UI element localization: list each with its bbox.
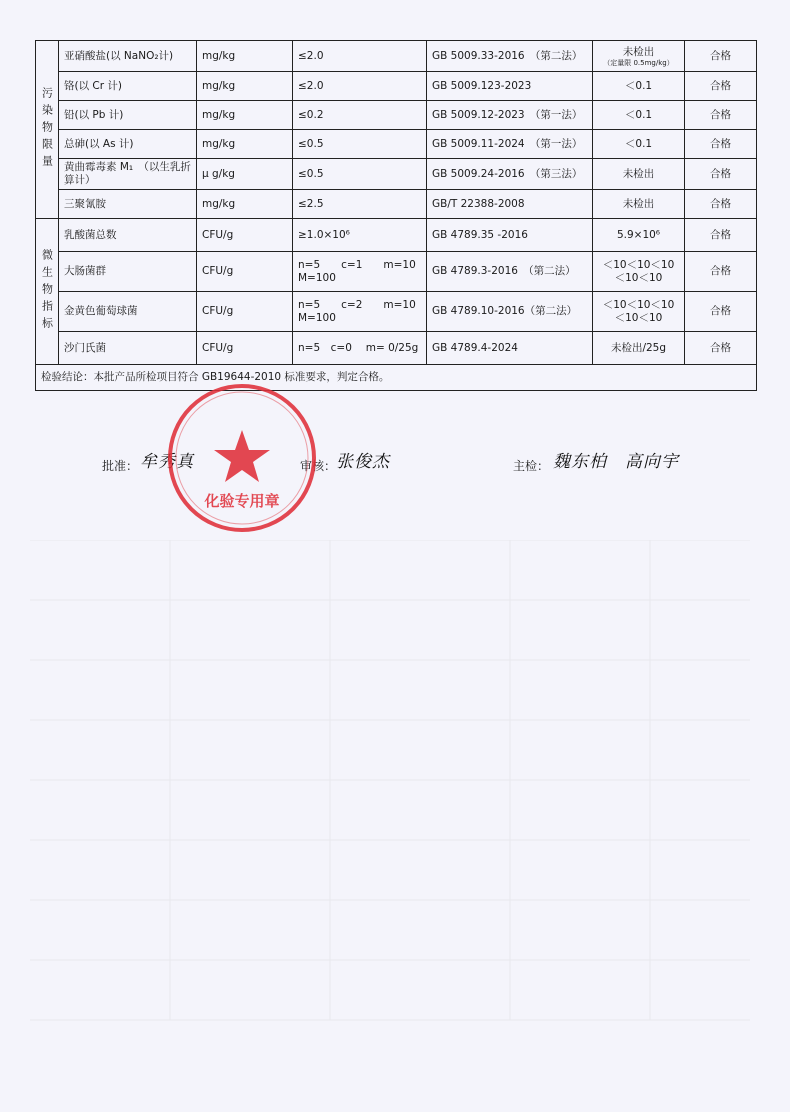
test-method: GB 4789.10-2016（第二法） — [427, 292, 593, 332]
test-method: GB 4789.35 -2016 — [427, 219, 593, 252]
test-result — [593, 332, 685, 365]
review-signature: 张俊杰 — [336, 452, 390, 472]
table-row — [36, 101, 757, 130]
table-row — [36, 190, 757, 219]
test-method: GB 4789.4-2024 — [427, 332, 593, 365]
bleed-through-grid — [30, 540, 750, 1040]
unit: mg/kg — [197, 190, 293, 219]
result-value: 未检出 — [622, 45, 655, 58]
standard-limit: ≤0.5 — [293, 159, 427, 190]
result-line-1: ＜10＜10＜10 — [602, 298, 675, 311]
item-name: 乳酸菌总数 — [59, 219, 197, 252]
test-result — [593, 252, 685, 292]
unit: CFU/g — [197, 252, 293, 292]
table-row — [36, 292, 757, 332]
judgement: 合格 — [685, 252, 757, 292]
standard-line-1: n=5 c=0 m= 0/25g — [298, 341, 419, 354]
standard-line-2: M=100 — [298, 311, 336, 324]
table-row — [36, 41, 757, 72]
judgement: 合格 — [685, 190, 757, 219]
unit: CFU/g — [197, 219, 293, 252]
result-value: ＜0.1 — [624, 79, 653, 92]
standard-limit — [293, 219, 427, 252]
test-result — [593, 41, 685, 72]
test-method: GB 5009.11-2024 （第一法） — [427, 130, 593, 159]
judgement: 合格 — [685, 101, 757, 130]
result-line-1: ＜10＜10＜10 — [602, 258, 675, 271]
test-method: GB 5009.33-2016 （第二法） — [427, 41, 593, 72]
result-line-1: 未检出/25g — [610, 341, 667, 354]
result-value: 未检出 — [622, 167, 655, 180]
micro-category-label: 微生物指标 — [36, 219, 59, 365]
official-seal-stamp — [162, 378, 322, 538]
item-name: 铬(以 Cr 计) — [59, 72, 197, 101]
signature-row — [0, 445, 790, 485]
standard-limit: ≤0.5 — [293, 130, 427, 159]
test-method: GB 5009.24-2016 （第三法） — [427, 159, 593, 190]
inspect-signature: 魏东柏 高向宇 — [553, 452, 679, 472]
standard-line-1: n=5 c=2 m=10 — [298, 298, 416, 311]
item-name: 铅(以 Pb 计) — [59, 101, 197, 130]
result-value: ＜0.1 — [624, 108, 653, 121]
standard-limit: ≤2.5 — [293, 190, 427, 219]
unit: mg/kg — [197, 101, 293, 130]
standard-line-2: M=100 — [298, 271, 336, 284]
standard-line-1: n=5 c=1 m=10 — [298, 258, 416, 271]
test-result — [593, 219, 685, 252]
test-method: GB 5009.123-2023 — [427, 72, 593, 101]
test-method: GB 4789.3-2016 （第二法） — [427, 252, 593, 292]
unit: mg/kg — [197, 41, 293, 72]
table-row — [36, 159, 757, 190]
item-name: 三聚氰胺 — [59, 190, 197, 219]
item-name: 黄曲霉毒素 M₁ （以生乳折算计） — [59, 159, 197, 190]
standard-limit — [293, 292, 427, 332]
standard-limit: ≤2.0 — [293, 72, 427, 101]
item-name: 总砷(以 As 计) — [59, 130, 197, 159]
test-method: GB/T 22388-2008 — [427, 190, 593, 219]
judgement: 合格 — [685, 292, 757, 332]
result-value: 未检出 — [622, 197, 655, 210]
review-label: 审核： — [300, 459, 337, 473]
unit: CFU/g — [197, 332, 293, 365]
unit: μ g/kg — [197, 159, 293, 190]
judgement: 合格 — [685, 41, 757, 72]
test-result — [593, 190, 685, 219]
judgement: 合格 — [685, 130, 757, 159]
standard-line-1: ≥1.0×10⁶ — [298, 228, 350, 241]
result-line-2: ＜10＜10 — [614, 311, 663, 324]
inspect-label: 主检： — [513, 459, 550, 473]
item-name: 金黄色葡萄球菌 — [59, 292, 197, 332]
item-name: 亚硝酸盐(以 NaNO₂计) — [59, 41, 197, 72]
standard-limit: ≤0.2 — [293, 101, 427, 130]
judgement: 合格 — [685, 332, 757, 365]
table-row — [36, 332, 757, 365]
judgement: 合格 — [685, 219, 757, 252]
judgement: 合格 — [685, 159, 757, 190]
test-result — [593, 101, 685, 130]
table-row — [36, 72, 757, 101]
test-method: GB 5009.12-2023 （第一法） — [427, 101, 593, 130]
standard-limit — [293, 252, 427, 292]
pollutant-category-label: 污染物限量 — [36, 41, 59, 219]
table-row — [36, 252, 757, 292]
table-row — [36, 219, 757, 252]
standard-limit — [293, 332, 427, 365]
approve-label: 批准： — [102, 459, 139, 473]
unit: CFU/g — [197, 292, 293, 332]
item-name: 大肠菌群 — [59, 252, 197, 292]
standard-limit: ≤2.0 — [293, 41, 427, 72]
conclusion-row — [36, 365, 757, 391]
unit: mg/kg — [197, 130, 293, 159]
result-note: （定量限 0.5mg/kg） — [603, 58, 674, 67]
test-result — [593, 130, 685, 159]
item-name: 沙门氏菌 — [59, 332, 197, 365]
judgement: 合格 — [685, 72, 757, 101]
inspection-table — [35, 40, 757, 391]
test-result — [593, 292, 685, 332]
seal-text: 化验专用章 — [204, 492, 280, 510]
result-value: ＜0.1 — [624, 137, 653, 150]
test-result — [593, 159, 685, 190]
test-result — [593, 72, 685, 101]
result-line-2: ＜10＜10 — [614, 271, 663, 284]
table-row — [36, 130, 757, 159]
approve-signature: 牟秀真 — [140, 452, 194, 472]
conclusion-text: 检验结论：本批产品所检项目符合 GB19644-2010 标准要求，判定合格。 — [36, 365, 757, 391]
result-line-1: 5.9×10⁶ — [616, 228, 661, 241]
unit: mg/kg — [197, 72, 293, 101]
